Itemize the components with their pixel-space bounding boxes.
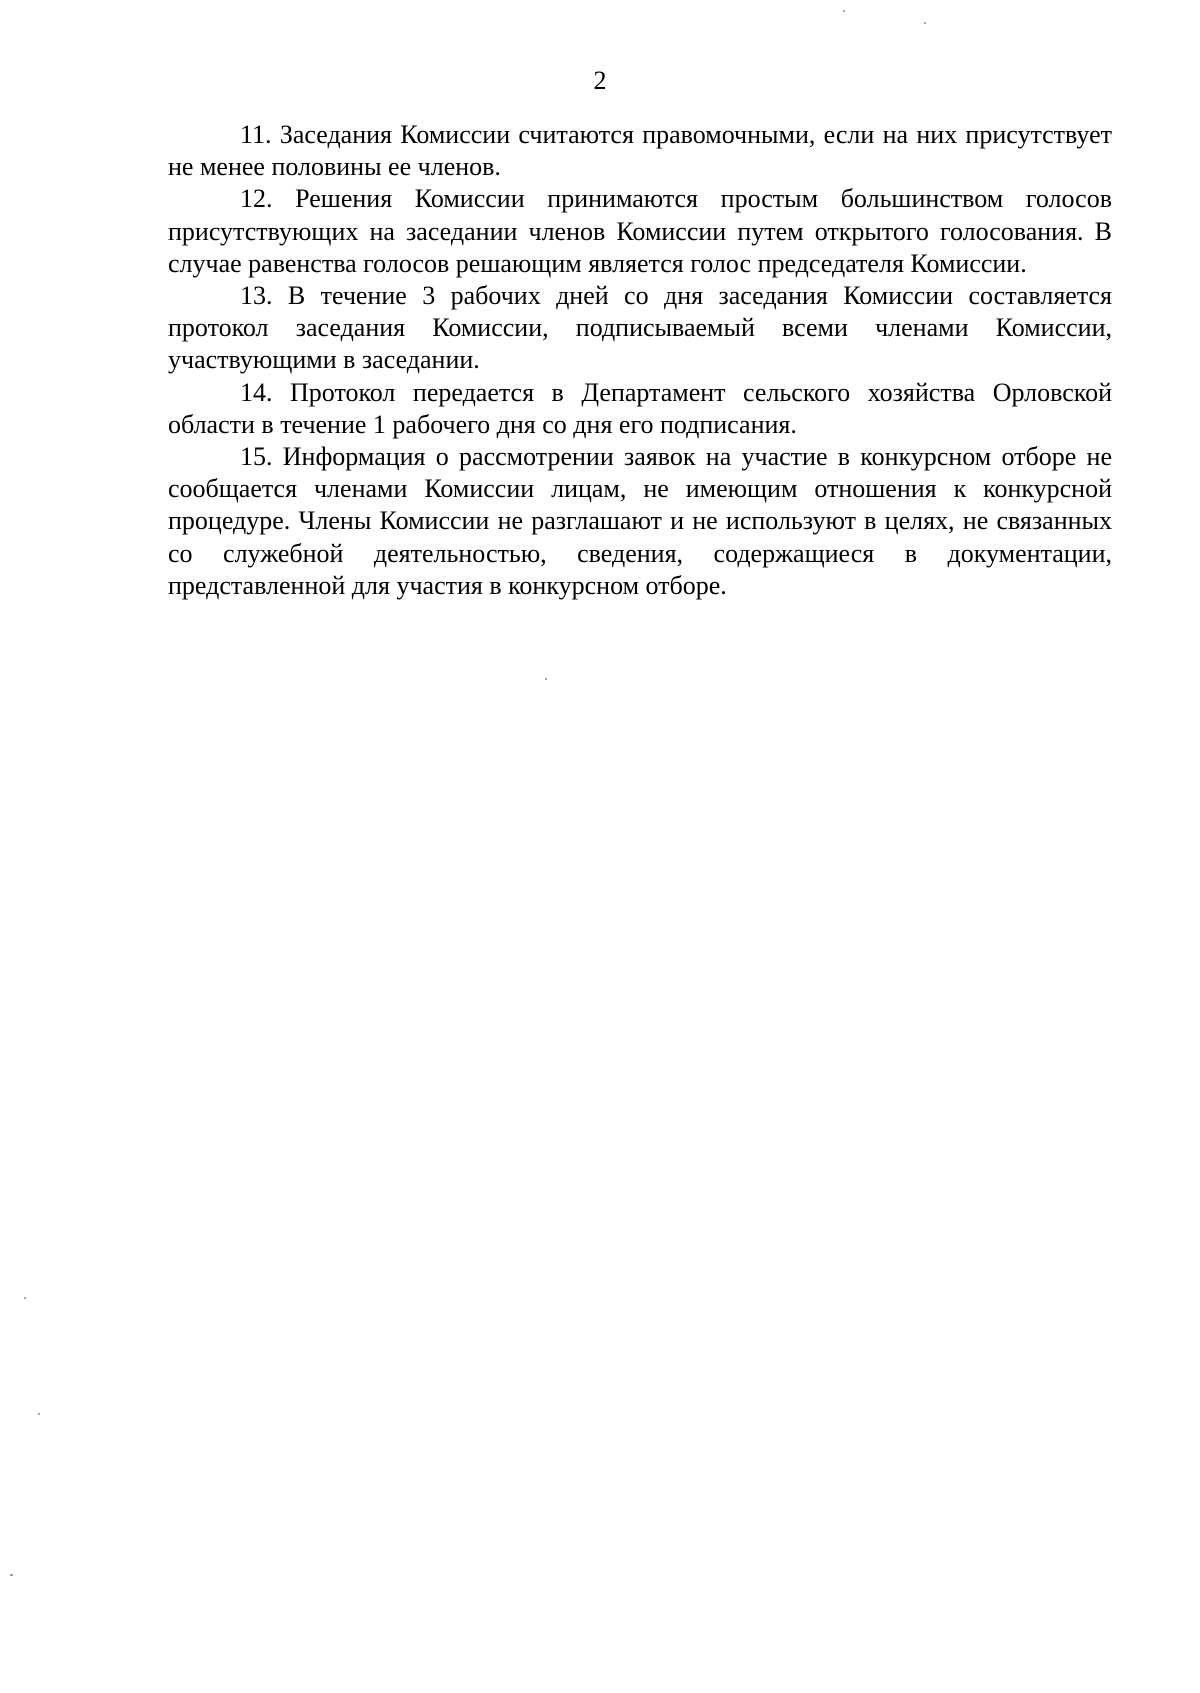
- paragraph-13: 13. В течение 3 рабочих дней со дня заседания Комиссии составляется протокол заседания Комиссии, подписываемый всеми членами Комиссии, участвующими в заседании.: [168, 281, 1112, 375]
- document-body: [168, 119, 1112, 602]
- paragraph-14: 14. Протокол передается в Департамент сельского хозяйства Орловской области в течение 1 рабочего дня со дня его подписания.: [168, 377, 1112, 439]
- paragraph-15: 15. Информация о рассмотрении заявок на участие в конкурсном отборе не сообщается членами Комиссии лицам, не имеющим отношения к конкурсной процедуре. Члены Комиссии не разглашают и не используют в целях, не связанных со служебной деятельностью, сведения, содержащиеся в документации, представленной для участия в конкурсном отборе.: [168, 442, 1112, 600]
- scan-speck: [924, 22, 926, 24]
- scan-speck: [545, 678, 547, 680]
- page-number: 2: [593, 66, 607, 95]
- paragraph-11: 11. Заседания Комиссии считаются правомочными, если на них присутствует не менее половины ее членов.: [168, 120, 1112, 182]
- scan-speck: [38, 1413, 40, 1415]
- scan-speck: [24, 1297, 26, 1299]
- scan-speck: [843, 10, 845, 12]
- scan-speck: [10, 1574, 13, 1576]
- paragraph-12: 12. Решения Комиссии принимаются простым большинством голосов присутствующих на заседании членов Комиссии путем открытого голосования. В случае равенства голосов решающим является голос председателя Комиссии.: [168, 184, 1112, 278]
